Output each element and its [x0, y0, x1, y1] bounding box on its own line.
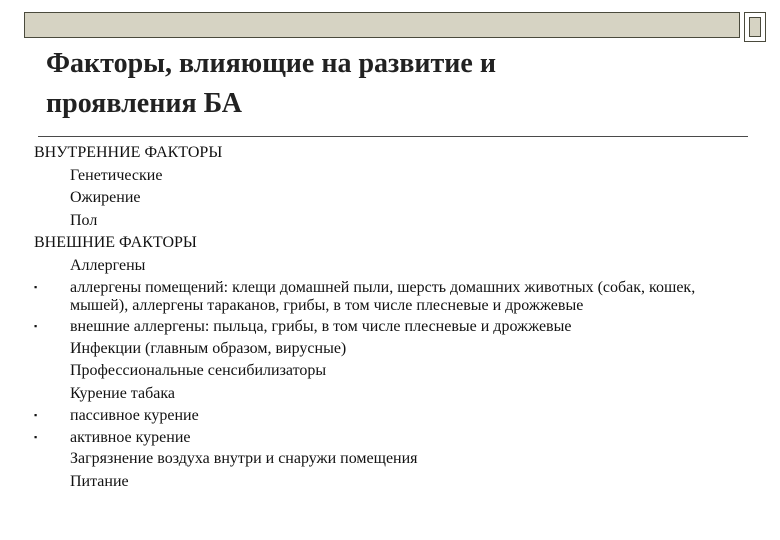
bullet-text-active-smoking: активное курение: [70, 428, 191, 446]
bullet-item-indoor-allergens: [34, 277, 734, 316]
list-item-obesity: Ожирение: [70, 189, 141, 206]
slide-title-line-2: проявления БА: [46, 88, 242, 119]
title-divider: [38, 136, 748, 137]
list-item-occupational: Профессиональные сенсибилизаторы: [70, 362, 327, 379]
corner-decoration: [744, 12, 766, 42]
square-bullet-icon: ▪: [34, 282, 38, 292]
list-item-genetic: Генетические: [70, 166, 163, 184]
bullet-item-outdoor-allergens: [34, 316, 734, 338]
list-item-smoking: Курение табака: [70, 384, 175, 402]
list-item-pollution: Загрязнение воздуха внутри и снаружи помещения: [70, 450, 418, 467]
bullet-item-passive-smoking: [34, 405, 734, 427]
square-bullet-icon: ▪: [34, 410, 38, 420]
internal-factors-heading: ВНУТРЕННИЕ ФАКТОРЫ: [34, 144, 223, 161]
slide-title: [46, 44, 726, 124]
slide-body: [34, 142, 734, 493]
square-bullet-icon: ▪: [34, 321, 38, 331]
bullet-text-passive-smoking: пассивное курение: [70, 407, 199, 424]
bullet-item-active-smoking: [34, 427, 734, 449]
bullet-text-outdoor-allergens: внешние аллергены: пыльца, грибы, в том числе плесневые и дрожжевые: [70, 318, 572, 335]
header-bar: [24, 12, 740, 38]
list-item-diet: Питание: [70, 472, 129, 490]
list-item-infections: Инфекции (главным образом, вирусные): [70, 339, 347, 357]
external-factors-heading: ВНЕШНИЕ ФАКТОРЫ: [34, 234, 197, 251]
bullet-text-indoor-allergens: аллергены помещений: клещи домашней пыли, шерсть домашних животных (собак, кошек, мышей), аллергены тараканов, грибы, в том числе плесневые и дрожжевые: [70, 279, 696, 314]
list-item-allergens: Аллергены: [70, 256, 146, 274]
slide-title-line-1: Факторы, влияющие на развитие и: [46, 48, 496, 79]
square-bullet-icon: ▪: [34, 431, 38, 442]
corner-decoration-inner: [749, 17, 761, 37]
list-item-sex: Пол: [70, 211, 98, 229]
